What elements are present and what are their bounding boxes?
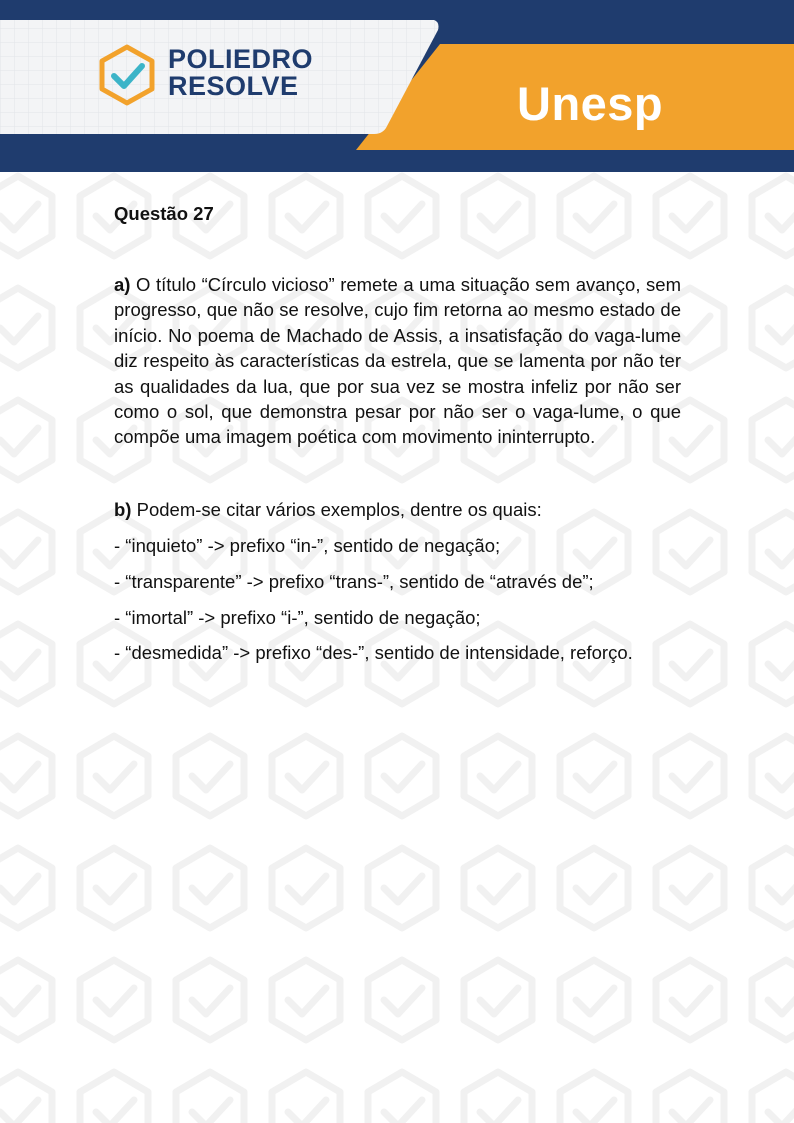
part-b-intro: Podem-se citar vários exemplos, dentre os quais:: [131, 498, 542, 520]
list-item: - “desmedida” -> prefixo “des-”, sentido de intensidade, reforço.: [114, 642, 633, 664]
question-content: [114, 202, 681, 666]
brand-line-2: RESOLVE: [168, 71, 299, 101]
exam-name: Unesp: [517, 77, 664, 130]
answer-part-a: [114, 272, 681, 450]
answer-part-b: [114, 497, 681, 522]
list-item: - “transparente” -> prefixo “trans-”, sentido de “através de”;: [114, 570, 594, 592]
part-a-label: a): [114, 274, 131, 295]
question-title: Questão 27: [114, 203, 214, 224]
list-item: - “inquieto” -> prefixo “in-”, sentido de negação;: [114, 534, 501, 556]
part-a-text: O título “Círculo vicioso” remete a uma situação sem avanço, sem progresso, que não se resolve, cujo fim retorna ao mesmo estado de início. No poema de Machado de Assis, a insatisfação do vaga-lume diz respeito às características da estrela, que se lamenta por não ter as qualidades da lua, que por sua vez se mostra infeliz por não ser como o sol, que demonstra pesar por não ser o vaga-lume, o que compõe uma imagem poética com movimento ininterrupto.: [114, 274, 681, 448]
brand-line-1: POLIEDRO: [168, 44, 314, 74]
list-item: - “imortal” -> prefixo “i-”, sentido de negação;: [114, 606, 481, 628]
header-banner: [0, 0, 794, 172]
part-b-label: b): [114, 498, 132, 520]
brand-logo-text: [168, 46, 313, 100]
